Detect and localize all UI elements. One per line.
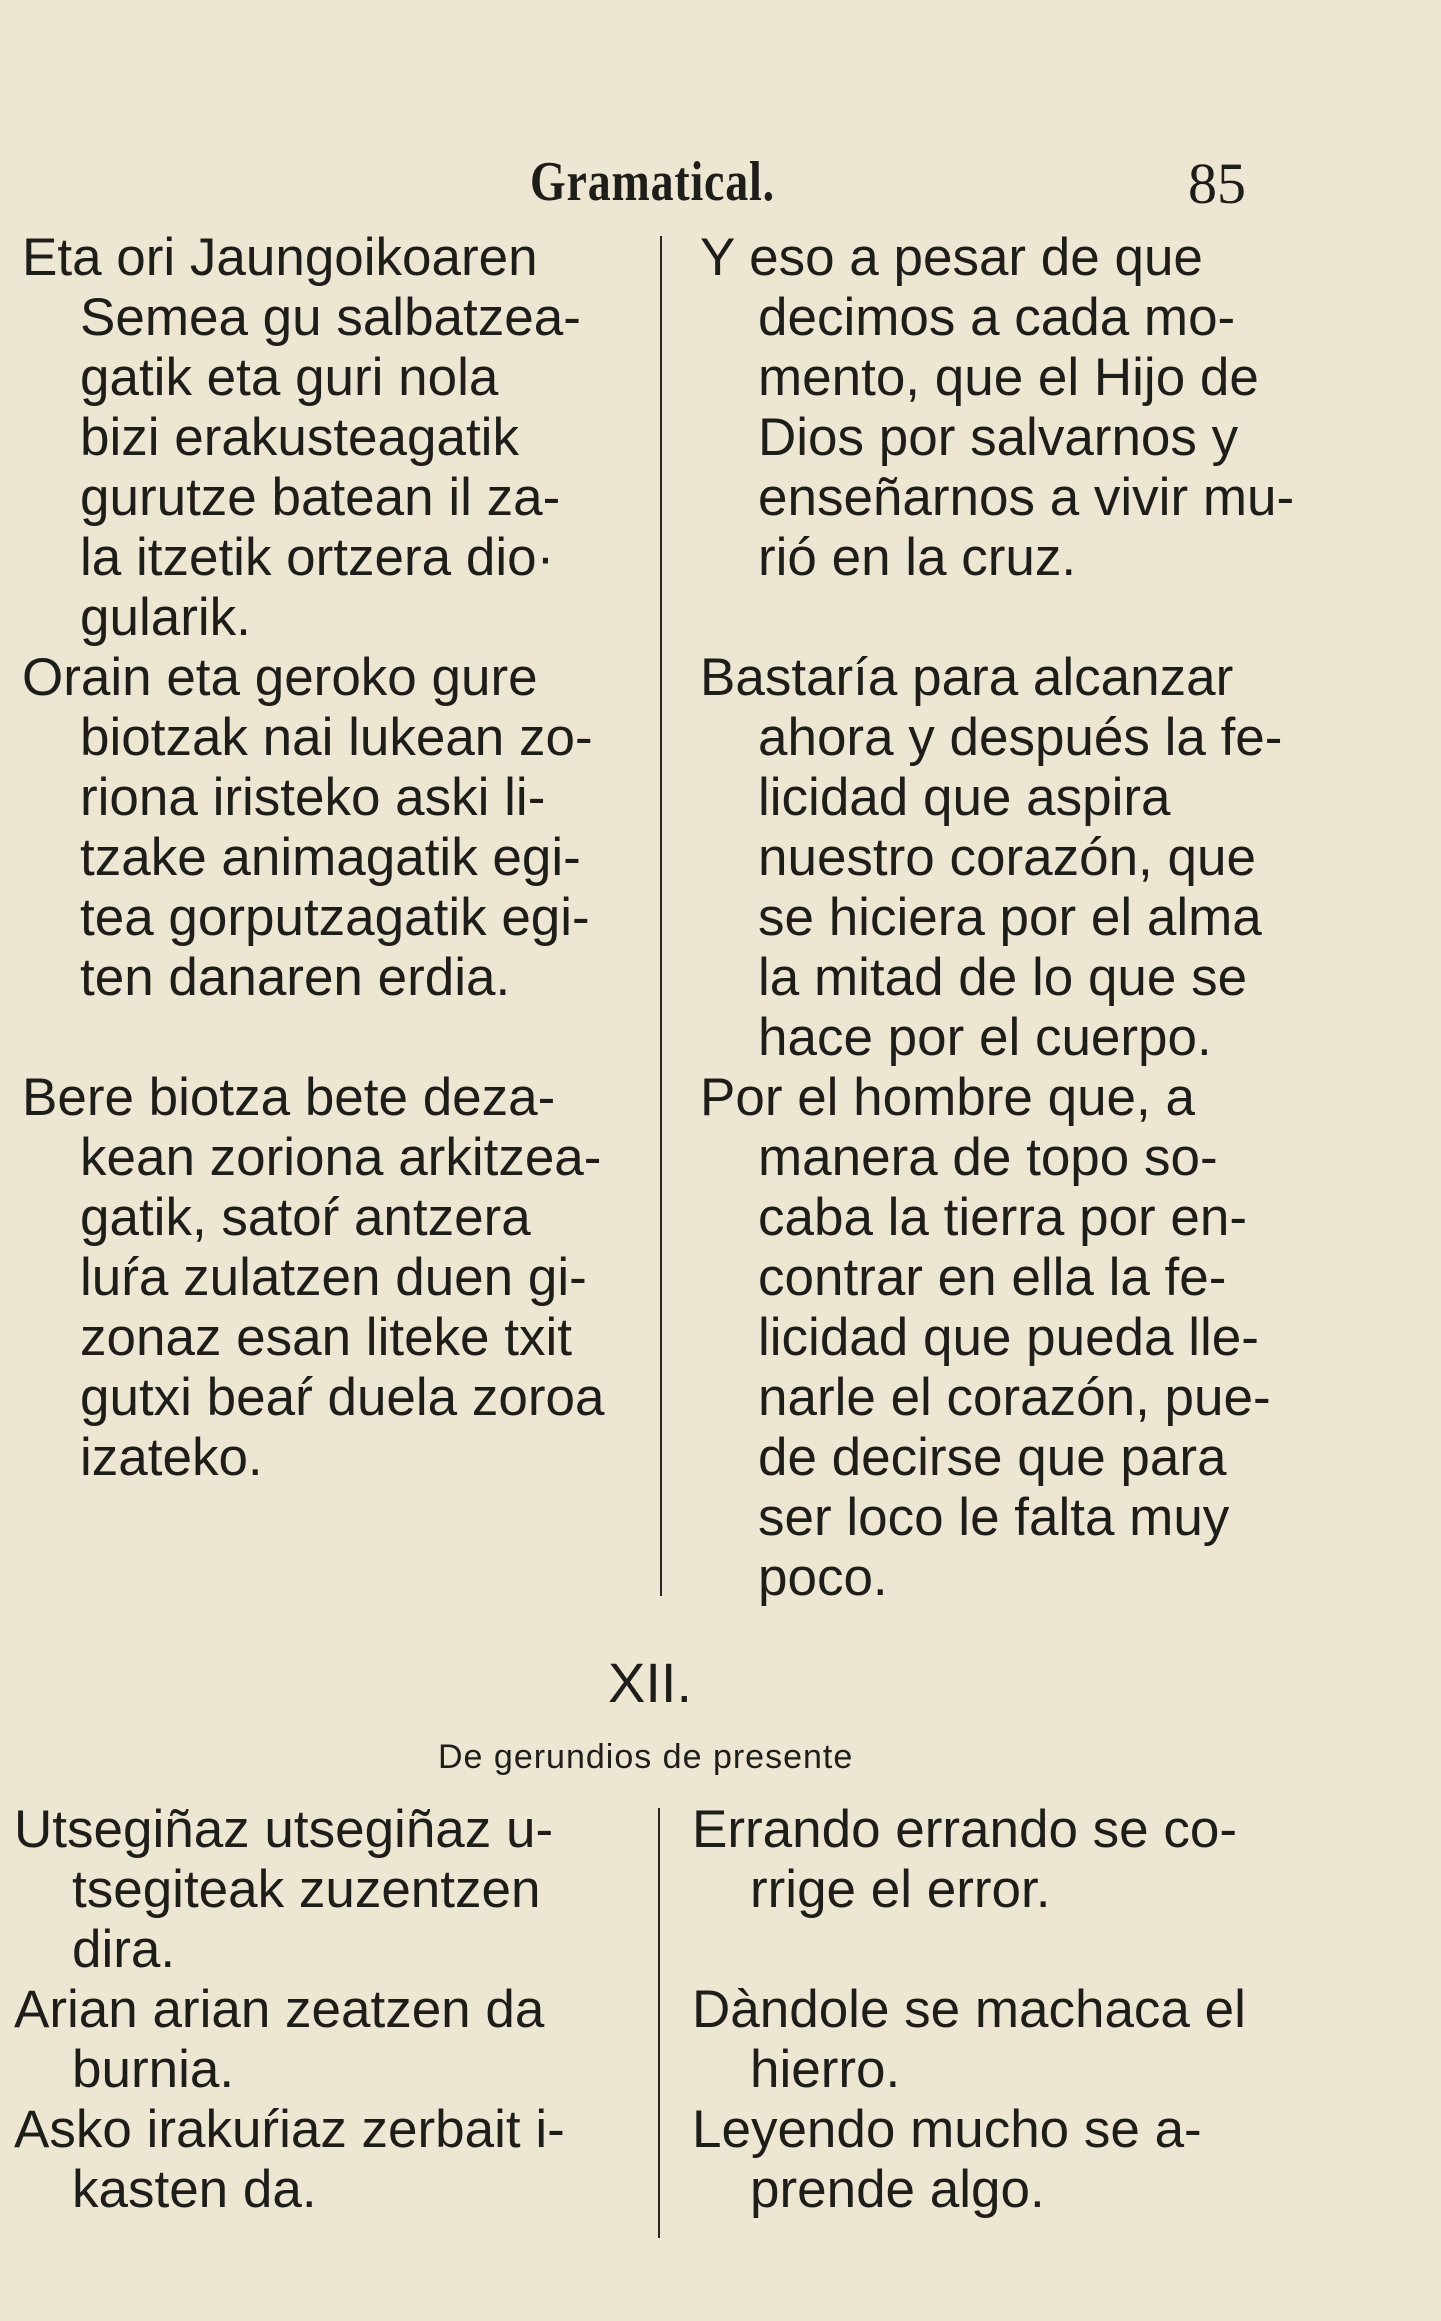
paragraph: Utsegiñaz utsegiñaz u- tsegiteak zuzentzen dira.	[14, 1800, 554, 1979]
column-divider	[658, 1808, 660, 2238]
paragraph: Eta ori Jaungoikoaren Semea gu salbatzea- gatik eta guri nola bizi erakusteagatik gurutze batean il za- la itzetik ortzera dio· gularik.	[22, 228, 581, 647]
running-title: Gramatical.	[530, 151, 775, 213]
page-number: 85	[1188, 151, 1246, 216]
spanish-column-section2	[692, 1800, 1332, 2220]
spanish-column-section1	[700, 228, 1340, 1608]
paragraph: Bastaría para alcanzar ahora y después la fe- licidad que aspira nuestro corazón, que se hiciera por el alma la mitad de lo que se hace por el cuerpo.	[700, 648, 1283, 1067]
basque-column-section1	[22, 228, 662, 1488]
paragraph: Dàndole se machaca el hierro.	[692, 1980, 1246, 2099]
basque-column-section2	[14, 1800, 654, 2220]
paragraph: Arian arian zeatzen da burnia.	[14, 1980, 545, 2099]
paragraph: Por el hombre que, a manera de topo so- caba la tierra por en- contrar en ella la fe- licidad que pueda lle- narle el corazón, pue- de decirse que para ser loco le falta muy poco.	[700, 1068, 1271, 1607]
running-header	[0, 150, 1441, 230]
section-subtitle: De gerundios de presente	[438, 1738, 854, 1776]
paragraph-gap	[22, 1008, 662, 1068]
paragraph: Asko irakuŕiaz zerbait i- kasten da.	[14, 2100, 565, 2219]
column-divider	[660, 236, 662, 1596]
section-number: XII.	[608, 1651, 693, 1714]
paragraph: Errando errando se co- rrige el error.	[692, 1800, 1238, 1919]
paragraph: Bere biotza bete deza- kean zoriona arkitzea- gatik, satoŕ antzera luŕa zulatzen duen gi- zonaz esan liteke txit gutxi beaŕ duela zoroa izateko.	[22, 1068, 605, 1487]
paragraph-gap	[692, 1920, 1332, 1980]
paragraph: Leyendo mucho se a- prende algo.	[692, 2100, 1202, 2219]
paragraph: Y eso a pesar de que decimos a cada mo- mento, que el Hijo de Dios por salvarnos y enseñarnos a vivir mu- rió en la cruz.	[700, 228, 1295, 587]
paragraph-gap	[700, 588, 1340, 648]
paragraph: Orain eta geroko gure biotzak nai lukean zo- riona iristeko aski li- tzake animagatik egi- tea gorputzagatik egi- ten danaren erdia.	[22, 648, 593, 1007]
